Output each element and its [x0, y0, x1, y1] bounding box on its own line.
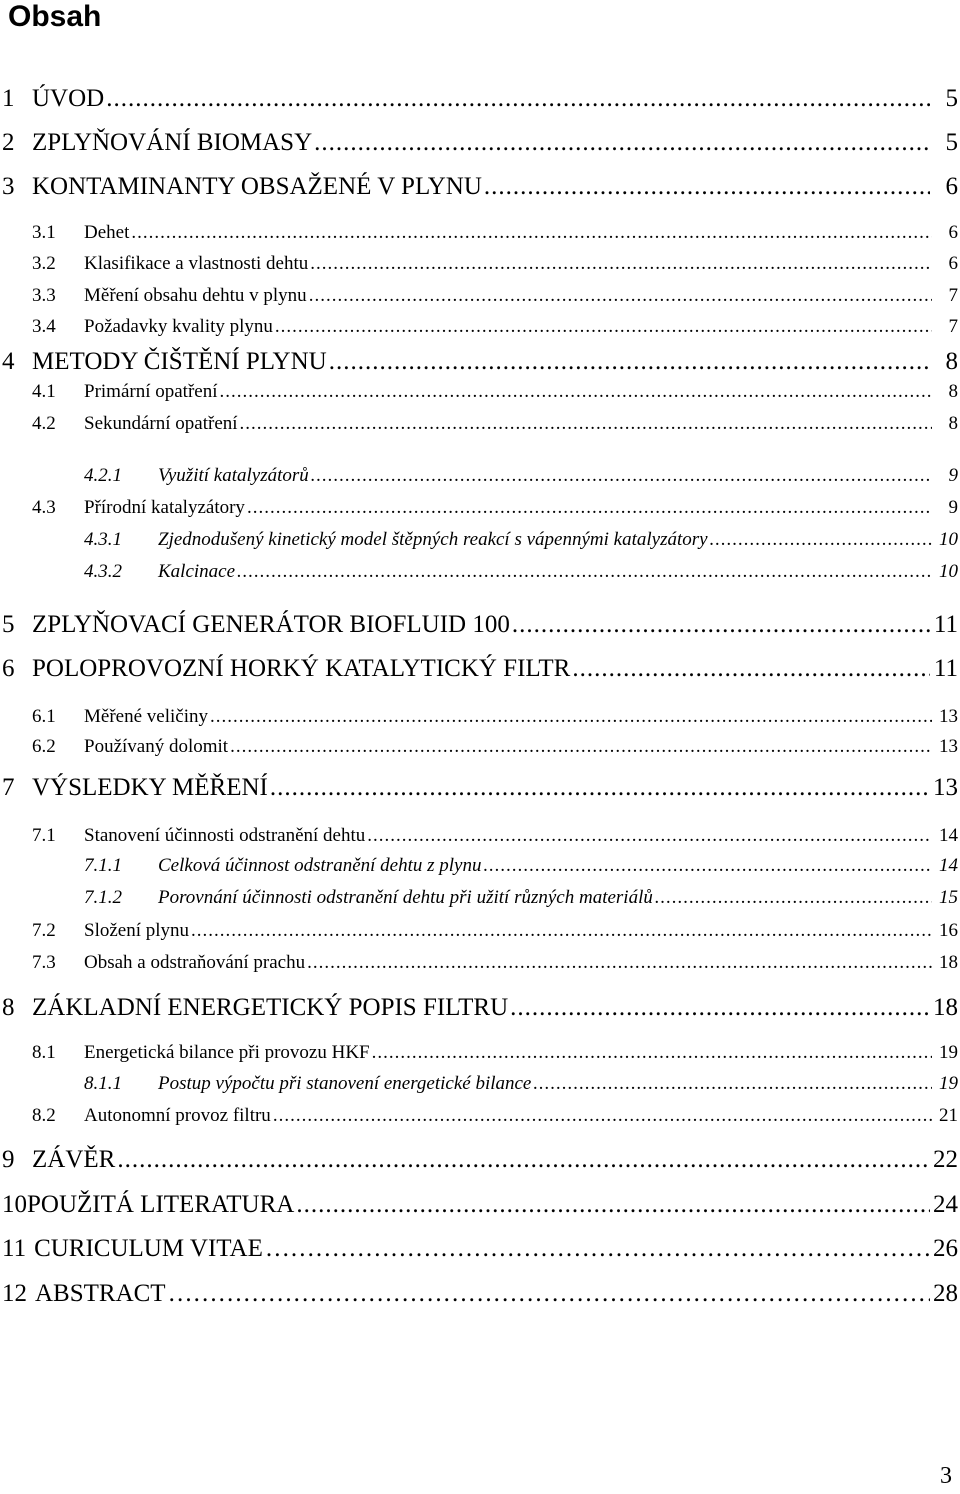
- toc-entry-title: Energetická bilance při provozu HKF: [84, 1042, 370, 1063]
- toc-entry-title: Složení plynu: [84, 920, 190, 941]
- dot-leader: [483, 855, 932, 877]
- toc-entry-number: 7: [2, 774, 15, 801]
- dot-leader: [220, 381, 933, 403]
- toc-entry-page: 9: [948, 465, 958, 486]
- toc-entry[interactable]: [0, 173, 960, 205]
- toc-entry[interactable]: [0, 1191, 960, 1223]
- dot-leader: [512, 611, 930, 639]
- toc-entry-number: 3.1: [32, 222, 56, 243]
- toc-entry-number: 4.2: [32, 413, 56, 434]
- toc-entry-title: Primární opatření: [84, 381, 218, 402]
- toc-entry-number: 5: [2, 611, 15, 638]
- dot-leader: [533, 1073, 932, 1095]
- toc-entry-number: 10: [2, 1191, 27, 1218]
- toc-entry-title: ZPLYŇOVACÍ GENERÁTOR BIOFLUID 100: [32, 611, 510, 638]
- toc-entry[interactable]: [0, 85, 960, 117]
- dot-leader: [265, 1235, 930, 1263]
- toc-entry-page: 6: [948, 253, 958, 274]
- toc-entry[interactable]: [0, 706, 960, 732]
- toc-entry-title: Kalcinace: [158, 561, 236, 582]
- toc-entry-number: 8.1.1: [84, 1073, 122, 1094]
- dot-leader: [273, 1105, 932, 1127]
- dot-leader: [329, 348, 930, 376]
- toc-entry[interactable]: [0, 129, 960, 161]
- toc-entry-number: 4.2.1: [84, 465, 122, 486]
- dot-leader: [296, 1191, 930, 1219]
- toc-entry-title: ABSTRACT: [35, 1280, 166, 1307]
- toc-entry-title: Porovnání účinnosti odstranění dehtu při užití různých materiálů: [158, 887, 653, 908]
- toc-entry[interactable]: [0, 348, 960, 380]
- toc-entry-number: 7.1: [32, 825, 56, 846]
- toc-entry-page: 10: [939, 561, 958, 582]
- toc-entry-page: 5: [945, 129, 958, 156]
- toc-entry[interactable]: [0, 1105, 960, 1131]
- toc-entry-number: 4: [2, 348, 15, 375]
- dot-leader: [210, 706, 932, 728]
- toc-entry-page: 10: [939, 529, 958, 550]
- dot-leader: [237, 561, 932, 583]
- toc-entry-number: 8.1: [32, 1042, 56, 1063]
- toc-entry[interactable]: [0, 736, 960, 762]
- toc-entry-title: Dehet: [84, 222, 130, 243]
- toc-entry[interactable]: [0, 413, 960, 439]
- toc-entry[interactable]: [0, 1280, 960, 1312]
- toc-entry[interactable]: [0, 529, 960, 555]
- dot-leader: [372, 1042, 932, 1064]
- toc-entry-page: 24: [933, 1191, 958, 1218]
- dot-leader: [117, 1146, 930, 1174]
- toc-entry-page: 15: [939, 887, 958, 908]
- toc-entry-title: Celková účinnost odstranění dehtu z plynu: [158, 855, 482, 876]
- toc-entry-title: POLOPROVOZNÍ HORKÝ KATALYTICKÝ FILTR: [32, 655, 571, 682]
- toc-entry[interactable]: [0, 222, 960, 248]
- toc-entry-page: 18: [939, 952, 958, 973]
- toc-entry-title: POUŽITÁ LITERATURA: [27, 1191, 295, 1218]
- toc-entry-number: 1: [2, 85, 15, 112]
- toc-entry-title: Sekundární opatření: [84, 413, 238, 434]
- toc-entry-title: ZÁVĚR: [32, 1146, 116, 1173]
- toc-entry-page: 11: [933, 611, 958, 638]
- dot-leader: [275, 316, 932, 338]
- toc-entry[interactable]: [0, 655, 960, 687]
- toc-entry-page: 11: [933, 655, 958, 682]
- toc-entry-page: 28: [933, 1280, 958, 1307]
- toc-entry-number: 3.3: [32, 285, 56, 306]
- toc-entry-number: 6: [2, 655, 15, 682]
- toc-entry-number: 7.1.1: [84, 855, 122, 876]
- page-number: 3: [940, 1463, 952, 1489]
- toc-entry-title: ZÁKLADNÍ ENERGETICKÝ POPIS FILTRU: [32, 994, 509, 1021]
- dot-leader: [367, 825, 932, 847]
- toc-entry-title: Měřené veličiny: [84, 706, 208, 727]
- toc-entry-number: 4.3: [32, 497, 56, 518]
- toc-entry-page: 22: [933, 1146, 958, 1173]
- toc-entry-number: 2: [2, 129, 15, 156]
- toc-entry-page: 16: [939, 920, 958, 941]
- toc-entry[interactable]: [0, 1235, 960, 1267]
- toc-entry-title: METODY ČIŠTĚNÍ PLYNU: [32, 348, 327, 375]
- toc-entry-page: 8: [945, 348, 958, 375]
- dot-leader: [168, 1280, 930, 1308]
- toc-entry-page: 7: [948, 285, 958, 306]
- toc-entry-number: 7.3: [32, 952, 56, 973]
- dot-leader: [572, 655, 930, 683]
- toc-entry-page: 6: [948, 222, 958, 243]
- toc-entry-title: Obsah a odstraňování prachu: [84, 952, 306, 973]
- toc-entry-page: 9: [948, 497, 958, 518]
- toc-entry[interactable]: [0, 1073, 960, 1099]
- toc-entry[interactable]: [0, 952, 960, 978]
- dot-leader: [311, 465, 932, 487]
- toc-entry-title: VÝSLEDKY MĚŘENÍ: [32, 774, 268, 801]
- toc-entry-title: KONTAMINANTY OBSAŽENÉ V PLYNU: [32, 173, 482, 200]
- toc-entry-number: 3.4: [32, 316, 56, 337]
- dot-leader: [240, 413, 932, 435]
- toc-entry-page: 8: [948, 413, 958, 434]
- toc-entry-number: 4.3.2: [84, 561, 122, 582]
- toc-entry[interactable]: [0, 253, 960, 279]
- dot-leader: [106, 85, 930, 113]
- toc-entry-page: 7: [948, 316, 958, 337]
- toc-entry-number: 4.1: [32, 381, 56, 402]
- toc-entry-number: 7.1.2: [84, 887, 122, 908]
- toc-entry-page: 14: [939, 855, 958, 876]
- toc-entry-title: Měření obsahu dehtu v plynu: [84, 285, 307, 306]
- toc-entry[interactable]: [0, 1042, 960, 1068]
- dot-leader: [131, 222, 932, 244]
- toc-entry-page: 21: [939, 1105, 958, 1126]
- toc-entry-title: Stanovení účinnosti odstranění dehtu: [84, 825, 366, 846]
- toc-entry[interactable]: [0, 994, 960, 1026]
- toc-entry-page: 19: [939, 1042, 958, 1063]
- toc-entry-page: 8: [948, 381, 958, 402]
- toc-entry[interactable]: [0, 497, 960, 523]
- toc-entry-number: 12: [2, 1280, 27, 1307]
- toc-entry-title: Zjednodušený kinetický model štěpných reakcí s vápennými katalyzátory: [158, 529, 708, 550]
- dot-leader: [655, 887, 932, 909]
- toc-entry-number: 3: [2, 173, 15, 200]
- toc-entry[interactable]: [0, 316, 960, 342]
- toc-entry[interactable]: [0, 825, 960, 851]
- dot-leader: [191, 920, 932, 942]
- page-title: Obsah: [8, 0, 102, 33]
- toc-entry[interactable]: [0, 855, 960, 881]
- dot-leader: [247, 497, 932, 519]
- toc-entry-title: Požadavky kvality plynu: [84, 316, 273, 337]
- dot-leader: [484, 173, 930, 201]
- toc-entry-page: 26: [933, 1235, 958, 1262]
- toc-entry[interactable]: [0, 285, 960, 311]
- dot-leader: [310, 253, 932, 275]
- toc-entry-title: Používaný dolomit: [84, 736, 229, 757]
- toc-entry-title: Využití katalyzátorů: [158, 465, 309, 486]
- toc-entry[interactable]: [0, 774, 960, 806]
- toc-entry-page: 18: [933, 994, 958, 1021]
- toc-entry[interactable]: [0, 465, 960, 491]
- toc-entry-number: 6.1: [32, 706, 56, 727]
- toc-entry[interactable]: [0, 561, 960, 587]
- toc-entry-number: 8: [2, 994, 15, 1021]
- toc-entry-page: 13: [933, 774, 958, 801]
- toc-entry-page: 13: [939, 706, 958, 727]
- toc-entry-title: Přírodní katalyzátory: [84, 497, 245, 518]
- toc-entry[interactable]: [0, 611, 960, 643]
- dot-leader: [230, 736, 932, 758]
- toc-entry[interactable]: [0, 887, 960, 913]
- toc-entry-page: 13: [939, 736, 958, 757]
- toc-entry-page: 14: [939, 825, 958, 846]
- toc-entry-title: CURICULUM VITAE: [34, 1235, 263, 1262]
- toc-entry-page: 5: [945, 85, 958, 112]
- dot-leader: [314, 129, 930, 157]
- toc-entry-title: ÚVOD: [32, 85, 105, 112]
- toc-entry-title: Autonomní provoz filtru: [84, 1105, 271, 1126]
- toc-entry-number: 11: [2, 1235, 27, 1262]
- toc-entry-number: 7.2: [32, 920, 56, 941]
- toc-entry[interactable]: [0, 381, 960, 407]
- dot-leader: [270, 774, 930, 802]
- toc-entry-number: 3.2: [32, 253, 56, 274]
- toc-entry-number: 9: [2, 1146, 15, 1173]
- toc-entry-title: ZPLYŇOVÁNÍ BIOMASY: [32, 129, 313, 156]
- dot-leader: [309, 285, 932, 307]
- dot-leader: [710, 529, 932, 551]
- toc-entry-title: Postup výpočtu při stanovení energetické bilance: [158, 1073, 532, 1094]
- dot-leader: [307, 952, 932, 974]
- toc-entry-title: Klasifikace a vlastnosti dehtu: [84, 253, 309, 274]
- toc-entry-number: 4.3.1: [84, 529, 122, 550]
- toc-entry-page: 6: [945, 173, 958, 200]
- toc-entry-number: 8.2: [32, 1105, 56, 1126]
- toc-entry-page: 19: [939, 1073, 958, 1094]
- toc-entry[interactable]: [0, 1146, 960, 1178]
- toc-entry[interactable]: [0, 920, 960, 946]
- toc-entry-number: 6.2: [32, 736, 56, 757]
- dot-leader: [510, 994, 930, 1022]
